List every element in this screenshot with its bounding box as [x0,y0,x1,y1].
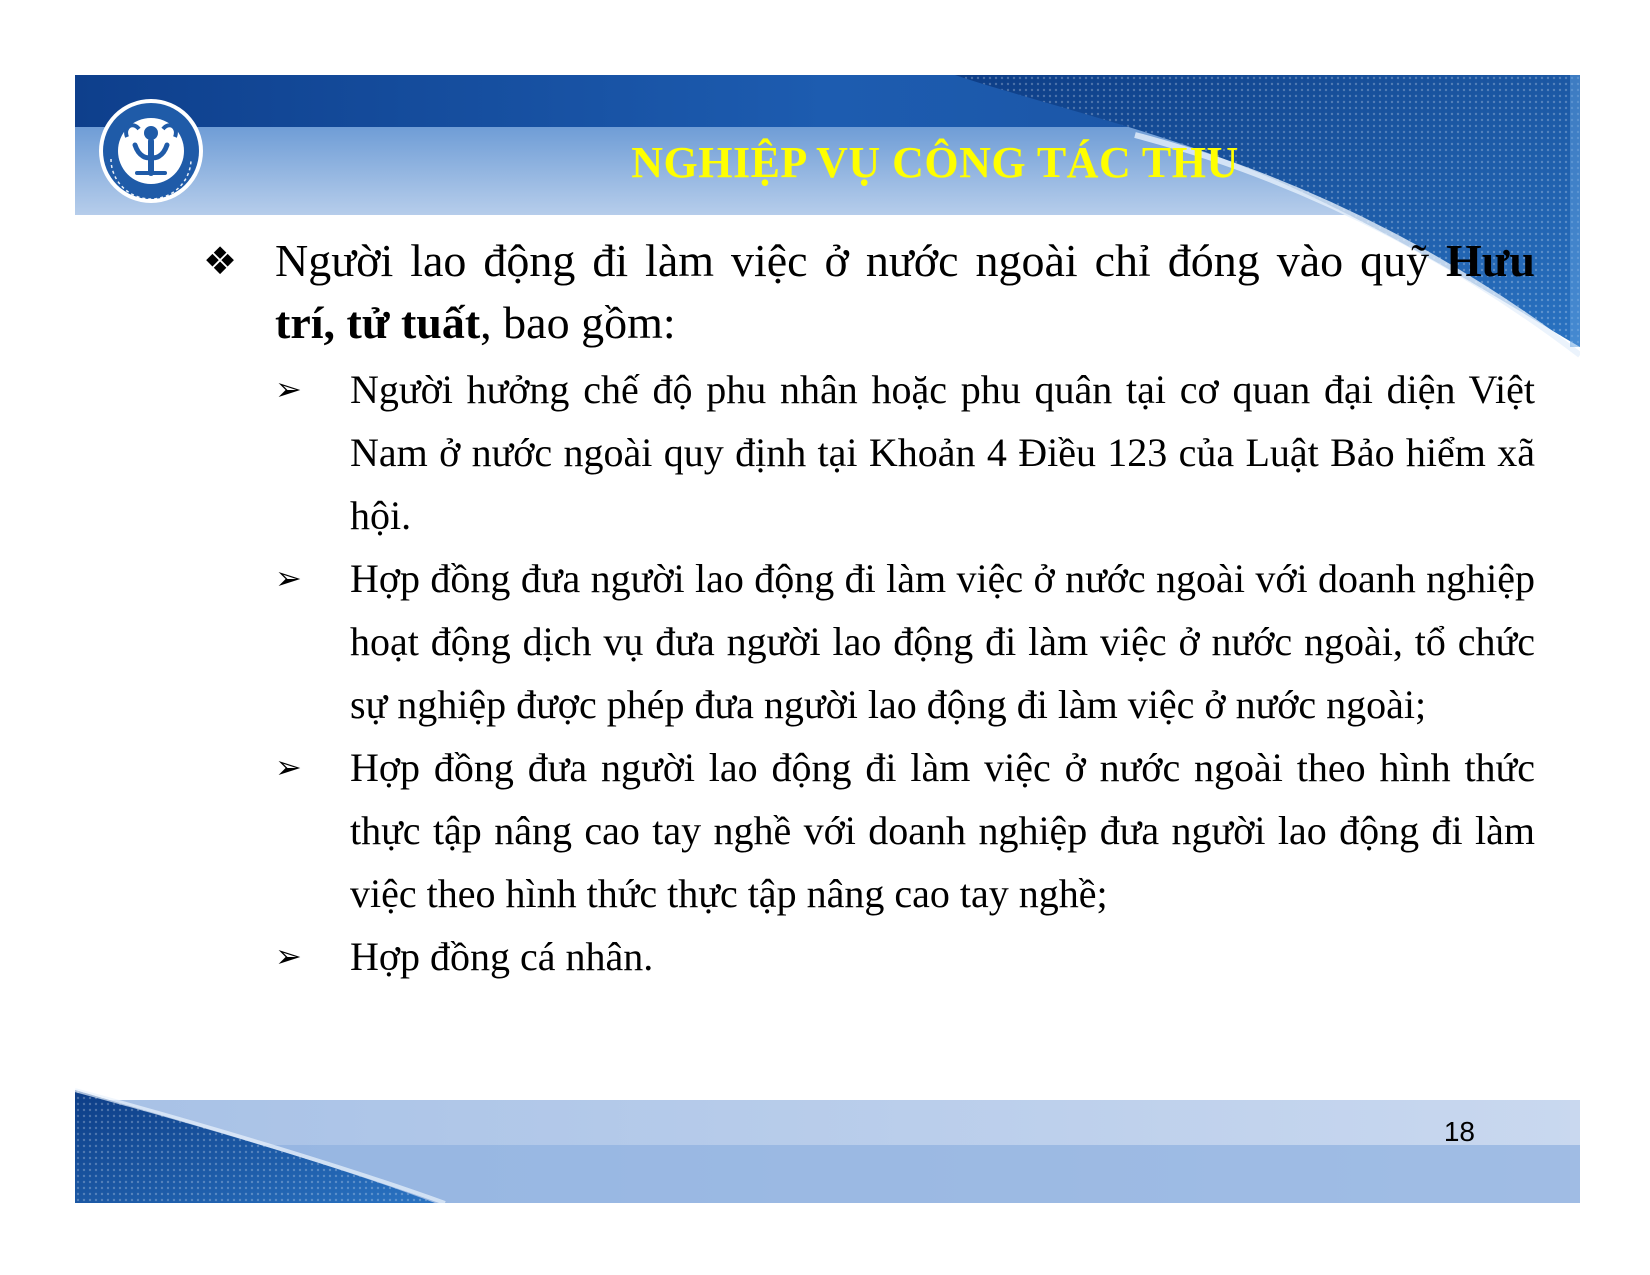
arrow-bullet-icon: ➢ [275,748,302,786]
sub-bullet-item [275,358,1535,547]
sub-bullet-text: Hợp đồng đưa người lao động đi làm việc ở nước ngoài theo hình thức thực tập nâng cao tay nghề với doanh nghiệp đưa người lao động đi làm việc theo hình thức thực tập nâng cao tay nghề; [350,745,1535,916]
main-bullet-item [205,230,1535,354]
main-text-bold: Hưu trí, tử tuất [275,235,1535,348]
slide-title: NGHIỆP VỤ CÔNG TÁC THU [631,138,1239,187]
sub-bullet-item [275,925,1535,988]
vss-logo-icon [97,97,205,205]
sub-bullet-list [205,358,1535,988]
sub-bullet-text: Hợp đồng đưa người lao động đi làm việc ở nước ngoài với doanh nghiệp hoạt động dịch vụ đưa người lao động đi làm việc ở nước ngoài, tổ chức sự nghiệp được phép đưa người lao động đi làm việc ở nước ngoài; [350,556,1535,727]
sub-bullet-text: Người hưởng chế độ phu nhân hoặc phu quân tại cơ quan đại diện Việt Nam ở nước ngoài quy định tại Khoản 4 Điều 123 của Luật Bảo hiểm xã hội. [350,367,1535,538]
slide-content [205,230,1535,988]
arrow-bullet-icon: ➢ [275,559,302,597]
arrow-bullet-icon: ➢ [275,937,302,975]
main-text-after: , bao gồm: [480,297,676,348]
sub-bullet-item [275,736,1535,925]
sub-bullet-item [275,547,1535,736]
main-text-before: Người lao động đi làm việc ở nước ngoài chỉ đóng vào quỹ [275,235,1447,286]
page-number: 18 [1443,1116,1475,1147]
slide [75,75,1580,1203]
arrow-bullet-icon: ➢ [275,370,302,408]
sub-bullet-text: Hợp đồng cá nhân. [350,934,654,979]
diamond-bullet-icon: ❖ [203,239,238,283]
